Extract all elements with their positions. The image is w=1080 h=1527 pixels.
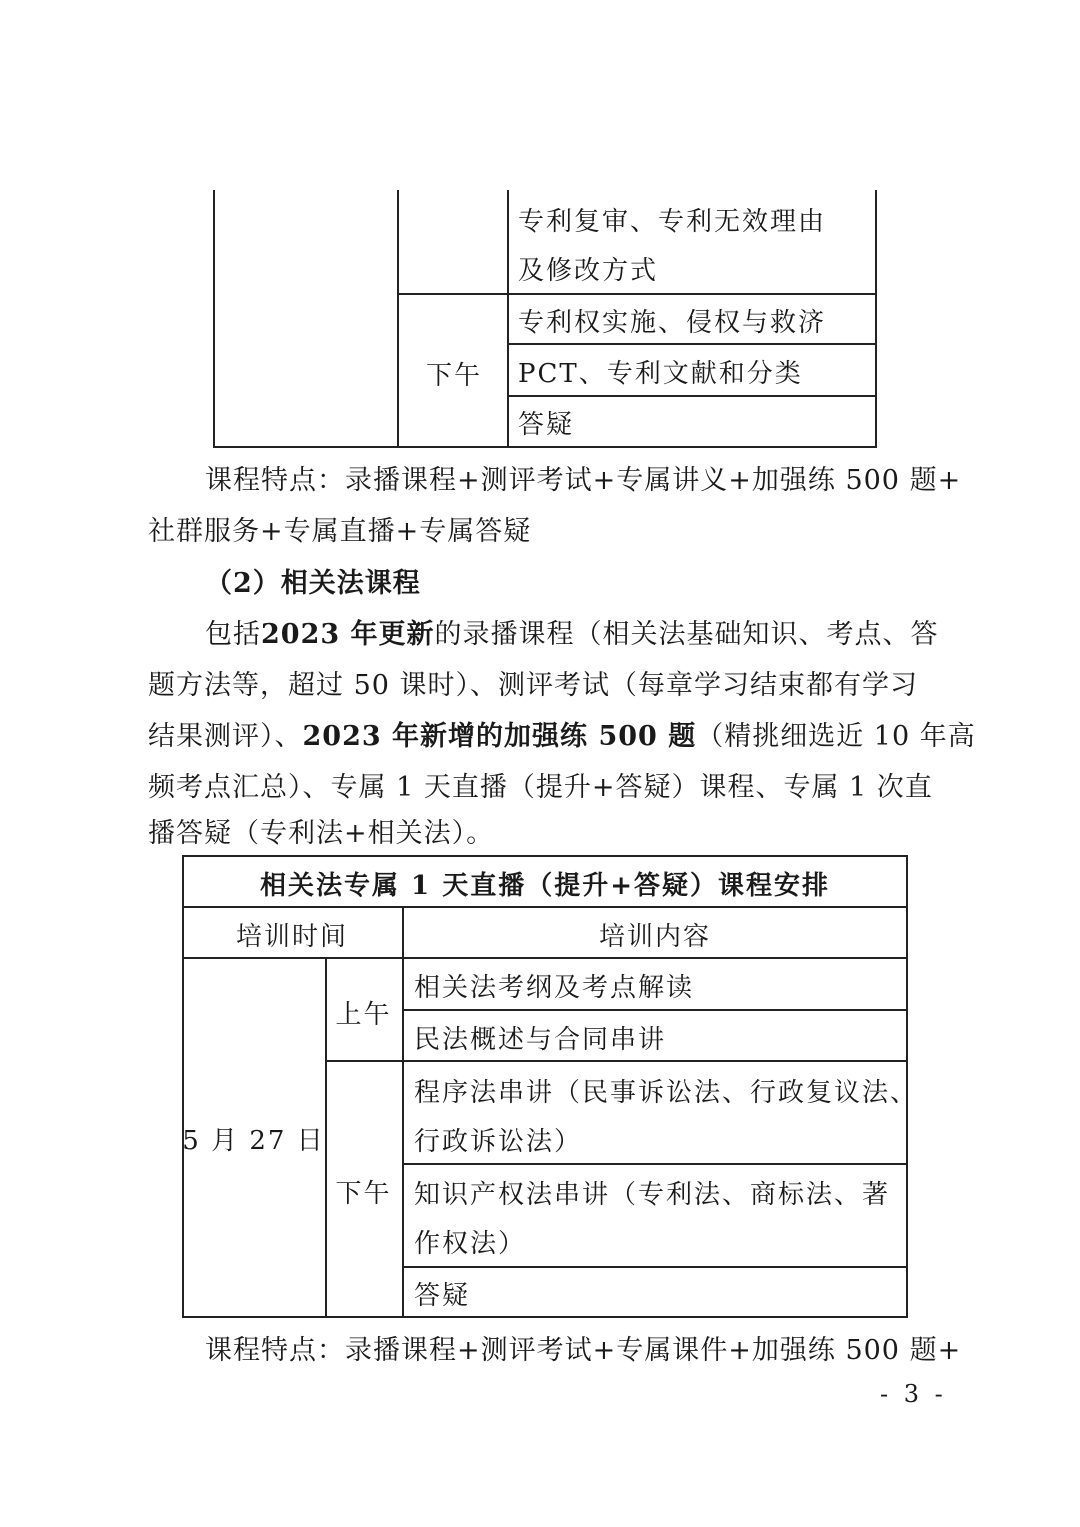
table1-afternoon-label: 下午 [426, 361, 483, 391]
training-date: 5 月 27 日 [182, 1126, 325, 1156]
table2-content-cell: 行政诉讼法） [414, 1127, 583, 1157]
afternoon-label: 下午 [335, 1179, 392, 1209]
morning-label: 上午 [335, 1000, 392, 1030]
header-training-content: 培训内容 [598, 922, 711, 952]
course-features-line: 课程特点：录播课程+测评考试+专属课件+加强练 500 题+ [205, 1335, 962, 1366]
table2-content-cell: 作权法） [414, 1229, 527, 1259]
table2-bottom-border [182, 1316, 908, 1318]
table2-content-cell: 民法概述与合同串讲 [414, 1025, 667, 1055]
table1-right-border [875, 190, 877, 448]
table2-row-line [402, 1163, 908, 1165]
table1-divider-2 [507, 190, 509, 448]
table2-content-cell: 答疑 [414, 1281, 471, 1311]
body-text-bold: 2023 年新增的加强练 500 题 [302, 721, 697, 752]
table1-content-cell: 专利权实施、侵权与救济 [518, 308, 827, 338]
body-text: 的录播课程（相关法基础知识、考点、答 [434, 619, 939, 650]
body-line [205, 609, 1005, 660]
table1-content-cell: 专利复审、专利无效理由 [518, 207, 827, 237]
body-text-bold: 2023 年更新 [261, 619, 435, 650]
body-line [148, 711, 976, 762]
table2-content-cell: 程序法串讲（民事诉讼法、行政复议法、 [414, 1078, 919, 1108]
section-heading: （2）相关法课程 [205, 568, 421, 599]
course-features-line: 社群服务+专属直播+专属答疑 [148, 516, 532, 547]
body-text: 结果测评）、 [148, 721, 303, 752]
body-text: 包括 [205, 619, 261, 650]
table2-top-border [182, 855, 908, 857]
table2-content-cell: 相关法考纲及考点解读 [414, 973, 695, 1003]
table2-row-line [402, 1009, 908, 1011]
body-line: 播答疑（专利法+相关法）。 [148, 818, 495, 849]
table1-content-cell: 及修改方式 [518, 256, 659, 286]
table2-title: 相关法专属 1 天直播（提升+答疑）课程安排 [260, 871, 830, 901]
table2-col-divider [402, 906, 404, 1317]
table2-row-line [182, 957, 908, 959]
body-line: 频考点汇总）、专属 1 天直播（提升+答疑）课程、专属 1 次直 [148, 772, 933, 803]
header-training-time: 培训时间 [235, 922, 348, 952]
table1-left-border [213, 190, 215, 448]
table2-row-line [182, 906, 908, 908]
table1-content-cell: 答疑 [518, 410, 575, 440]
page-number: - 3 - [880, 1380, 947, 1408]
table2-row-line [402, 1266, 908, 1268]
course-features-line: 课程特点：录播课程+测评考试+专属讲义+加强练 500 题+ [205, 465, 962, 496]
body-line: 题方法等，超过 50 课时）、测评考试（每章学习结束都有学习 [148, 670, 919, 701]
table1-content-cell: PCT、专利文献和分类 [518, 359, 803, 389]
table2-row-line [325, 1060, 908, 1062]
body-text: （精挑细选近 10 年高 [696, 721, 976, 752]
table1-divider-1 [397, 190, 399, 448]
table2-content-cell: 知识产权法串讲（专利法、商标法、著 [414, 1180, 891, 1210]
